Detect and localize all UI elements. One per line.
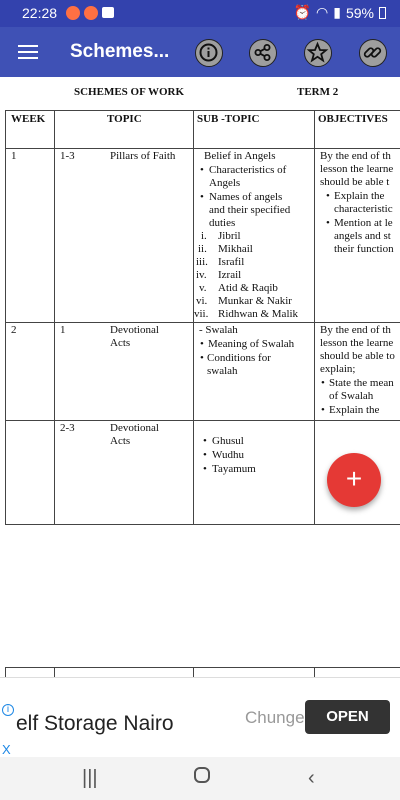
table-line bbox=[54, 667, 55, 677]
row2-weeks: 1 bbox=[60, 324, 66, 336]
notification-icon bbox=[66, 6, 80, 20]
table-line bbox=[5, 667, 6, 677]
info-icon bbox=[196, 40, 221, 65]
row2-objective: By the end of th bbox=[320, 324, 391, 336]
row2-week: 2 bbox=[11, 324, 17, 336]
row1-objective: should be able t bbox=[320, 176, 390, 188]
table-line bbox=[5, 110, 400, 111]
table-line bbox=[5, 524, 400, 525]
page-title: Schemes... bbox=[70, 41, 170, 62]
row1-subtopic-title: Belief in Angels bbox=[204, 150, 276, 162]
row1-objective: By the end of th bbox=[320, 150, 391, 162]
doc-header-right: TERM 2 bbox=[297, 86, 339, 98]
angel-name: Munkar & Nakir bbox=[218, 295, 292, 307]
row2-objective: explain; bbox=[320, 363, 356, 375]
battery-icon bbox=[379, 7, 386, 19]
bullet-icon: • bbox=[321, 377, 325, 389]
row1-objective: angels and st bbox=[334, 230, 391, 242]
row1-subtopic-item: Characteristics of bbox=[209, 164, 287, 176]
home-icon[interactable] bbox=[193, 765, 211, 791]
row1-topic: Pillars of Faith bbox=[110, 150, 176, 162]
doc-header-left: SCHEMES OF WORK bbox=[74, 86, 185, 98]
back-icon[interactable]: ‹ bbox=[308, 767, 315, 789]
angel-name: Atid & Raqib bbox=[218, 282, 278, 294]
ad-brand: Chunge bbox=[245, 708, 305, 727]
favorite-button[interactable] bbox=[304, 39, 332, 67]
share-icon bbox=[250, 40, 275, 65]
ad-close-icon[interactable]: X bbox=[2, 742, 11, 757]
share-button[interactable] bbox=[249, 39, 277, 67]
row1-subtopic-item: duties bbox=[209, 217, 236, 229]
notification-icon bbox=[84, 6, 98, 20]
ad-banner[interactable] bbox=[0, 677, 400, 758]
bullet-icon: • bbox=[200, 191, 204, 203]
star-icon bbox=[305, 40, 330, 65]
document-view[interactable] bbox=[0, 77, 400, 677]
bullet-icon: • bbox=[326, 190, 330, 202]
row2-subtopic: Conditions for bbox=[207, 352, 271, 364]
table-line bbox=[5, 420, 400, 421]
row3-subtopic: Tayamum bbox=[212, 463, 256, 475]
column-header-subtopic: SUB -TOPIC bbox=[197, 113, 260, 125]
row2-objective: Explain the bbox=[329, 404, 380, 416]
list-number: i. bbox=[201, 230, 207, 242]
bullet-icon: • bbox=[200, 352, 204, 364]
wifi-icon: ◠ bbox=[316, 4, 329, 20]
table-line bbox=[193, 667, 194, 677]
alarm-icon: ⏰ bbox=[293, 4, 312, 20]
angel-name: Israfil bbox=[218, 256, 245, 268]
status-time: 22:28 bbox=[22, 5, 58, 21]
bullet-icon: • bbox=[321, 404, 325, 416]
table-line bbox=[5, 110, 6, 525]
list-number: iv. bbox=[196, 269, 207, 281]
bullet-icon: • bbox=[326, 217, 330, 229]
angel-name: Ridhwan & Malik bbox=[218, 308, 299, 320]
row1-objective: lesson the learne bbox=[320, 163, 394, 175]
row2-topic: Devotional bbox=[110, 324, 159, 336]
row1-week: 1 bbox=[11, 150, 17, 162]
table-line bbox=[54, 110, 55, 525]
bullet-icon: • bbox=[200, 164, 204, 176]
ad-headline: elf Storage Nairo bbox=[16, 712, 174, 735]
row3-weeks: 2-3 bbox=[60, 422, 75, 434]
link-icon bbox=[360, 40, 385, 65]
row3-topic: Acts bbox=[110, 435, 131, 447]
row2-subtopic: swalah bbox=[207, 365, 238, 377]
angel-name: Izrail bbox=[218, 269, 242, 281]
list-number: vi. bbox=[196, 295, 208, 307]
list-number: iii. bbox=[196, 256, 208, 268]
bullet-icon: • bbox=[203, 435, 207, 447]
column-header-week: WEEK bbox=[11, 113, 46, 125]
link-button[interactable] bbox=[359, 39, 387, 67]
row3-topic: Devotional bbox=[110, 422, 159, 434]
table-line bbox=[314, 110, 315, 525]
angel-name: Mikhail bbox=[218, 243, 253, 255]
row2-objective: State the mean bbox=[329, 377, 394, 389]
row2-subtopic: Meaning of Swalah bbox=[208, 338, 295, 350]
bullet-icon: • bbox=[200, 338, 204, 350]
row1-subtopic-item: Angels bbox=[209, 177, 241, 189]
list-number: ii. bbox=[198, 243, 207, 255]
image-icon bbox=[102, 7, 114, 18]
row1-objective: characteristic bbox=[334, 203, 393, 215]
status-right bbox=[294, 4, 386, 21]
list-number: v. bbox=[199, 282, 207, 294]
row2-objective: of Swalah bbox=[329, 390, 374, 402]
row2-objective: should be able to bbox=[320, 350, 395, 362]
row1-objective: Explain the bbox=[334, 190, 385, 202]
row1-objective: their function bbox=[334, 243, 394, 255]
column-header-topic: TOPIC bbox=[107, 113, 142, 125]
status-bar bbox=[0, 0, 400, 27]
menu-icon[interactable] bbox=[18, 45, 38, 59]
add-button[interactable]: + bbox=[327, 453, 381, 507]
row1-subtopic-item: and their specified bbox=[209, 204, 291, 216]
table-line bbox=[314, 667, 315, 677]
ad-info-icon[interactable]: i bbox=[2, 704, 14, 716]
column-header-objectives: OBJECTIVES bbox=[318, 113, 388, 125]
signal-icon: ▮ bbox=[333, 4, 341, 20]
row1-objective: Mention at le bbox=[334, 217, 393, 229]
table-line bbox=[5, 148, 400, 149]
angel-name: Jibril bbox=[218, 230, 241, 242]
list-number: vii. bbox=[194, 308, 209, 320]
info-button[interactable] bbox=[195, 39, 223, 67]
row1-subtopic-item: Names of angels bbox=[209, 191, 283, 203]
bullet-icon: • bbox=[203, 449, 207, 461]
system-nav-bar bbox=[0, 757, 400, 800]
recent-apps-icon[interactable]: ||| bbox=[82, 767, 98, 789]
row3-subtopic: Ghusul bbox=[212, 435, 244, 447]
bullet-icon: • bbox=[203, 463, 207, 475]
row2-subtopic: - Swalah bbox=[199, 324, 238, 336]
table-line bbox=[5, 667, 400, 668]
row3-subtopic: Wudhu bbox=[212, 449, 244, 461]
row1-weeks: 1-3 bbox=[60, 150, 75, 162]
table-line bbox=[5, 322, 400, 323]
ad-open-button[interactable]: OPEN bbox=[305, 700, 390, 734]
battery-percent: 59% bbox=[345, 4, 374, 21]
row2-objective: lesson the learne bbox=[320, 337, 394, 349]
app-bar bbox=[0, 27, 400, 77]
row2-topic: Acts bbox=[110, 337, 131, 349]
